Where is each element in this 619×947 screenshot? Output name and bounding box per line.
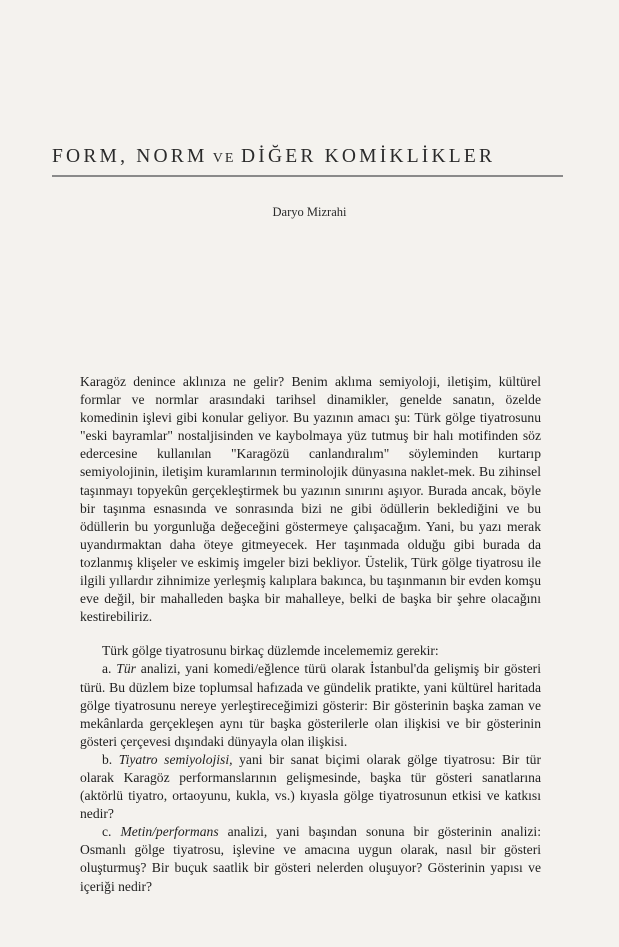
item-c-paragraph: [80, 823, 541, 895]
item-a-text: analizi, yani komedi/eğlence türü olarak İstanbul'da gelişmiş bir gösteri türü. Bu düzlem bize toplumsal hafızada ve gündelik pratikte, yani kültürel haritada gölge tiyatrosunu nereye yerleştireceğimizi gösterir: Bir gösterinin başka zaman ve mekânlarda gerçekleşen aynı tür başka gösterilerle olan ilişkisi ve bir gösterinin gösteri çerçevesi dışındaki dünyayla olan ilişkisi.: [80, 661, 541, 749]
intro-paragraph: Karagöz denince aklınıza ne gelir? Benim aklıma semiyoloji, iletişim, kültürel formlar ve normlar arasındaki tarihsel dinamikler, genelde sanatın, özelde komedinin işlevi gibi konular geliyor. Bu yazının amacı şu: Türk gölge tiyatrosunu "eski bayramlar" nostaljisinden ve kaybolmaya yüz tutmuş bir halı motifinden söz edercesine kullanılan "Karagözü canlandıralım" söyleminden kurtarıp semiyolojinin, iletişim kuramlarının terminolojik dünyasına naklet-mek. Bu zihinsel taşınmayı topyekûn gerçekleştirmek bu yazının sınırını aşıyor. Burada ancak, böyle bir taşınma esnasında ve sonrasında bizi ne gibi ödüllerin beklediğini ve bu ödüllerin bu yorgunluğa değeceğini göstermeye çalışacağım. Yani, bu yazı merak uyandırmaktan daha öteye gitmeyecek. Her taşınmada olduğu gibi burada da tozlanmış klişeler ve eskimiş imgeler bizi bekliyor. Üstelik, Türk gölge tiyatrosu ile ilgili yıllardır zihnimize yerleşmiş kalıplara bakınca, bu taşınmanın bir evden komşu eve değil, bir mahalleden başka bir mahalleye, belki de başka bir şehre olacağını kestirebiliriz.: [80, 374, 541, 625]
author-name: Daryo Mizrahi: [272, 205, 347, 219]
title-part-diger: DİĞER KOMİKLİKLER: [240, 146, 496, 167]
article-body: [80, 373, 541, 896]
title-part-form-norm: FORM, NORM: [52, 146, 208, 167]
title-part-ve: VE: [207, 151, 241, 166]
article-title: [52, 146, 567, 168]
item-b-paragraph: [80, 751, 541, 823]
title-divider: [52, 175, 563, 177]
item-c-prefix: c.: [102, 824, 121, 840]
item-a-paragraph: [80, 660, 541, 750]
item-c-text: analizi, yani başından sonuna bir gösterinin analizi: Osmanlı gölge tiyatrosu, işlevine ve amacına uygun olarak, nasıl bir gösteri oluşturmuş? Bir buçuk saatlik bir gösteri nelerden oluşuyor? Gösterinin yapısı ve içeriği nedir?: [80, 824, 541, 894]
item-a-prefix: a.: [102, 661, 117, 677]
item-b-prefix: b.: [102, 751, 119, 767]
lead-paragraph: Türk gölge tiyatrosunu birkaç düzlemde incelememiz gerekir:: [102, 643, 439, 659]
item-b-text: yani bir sanat biçimi olarak gölge tiyatrosu: Bir tür olarak Karagöz performanslarının gelişmesinde, başka tür gösteri sanatlarına (aktörlü tiyatro, ortaoyunu, kukla, vs.) kıyasla gölge tiyatrosunun etkisi ve katkısı nedir?: [80, 751, 542, 822]
item-a-term: Tür: [116, 661, 136, 677]
item-c-term: Metin/performans: [120, 824, 219, 840]
item-b-term: Tiyatro semiyolojisi,: [118, 751, 233, 767]
